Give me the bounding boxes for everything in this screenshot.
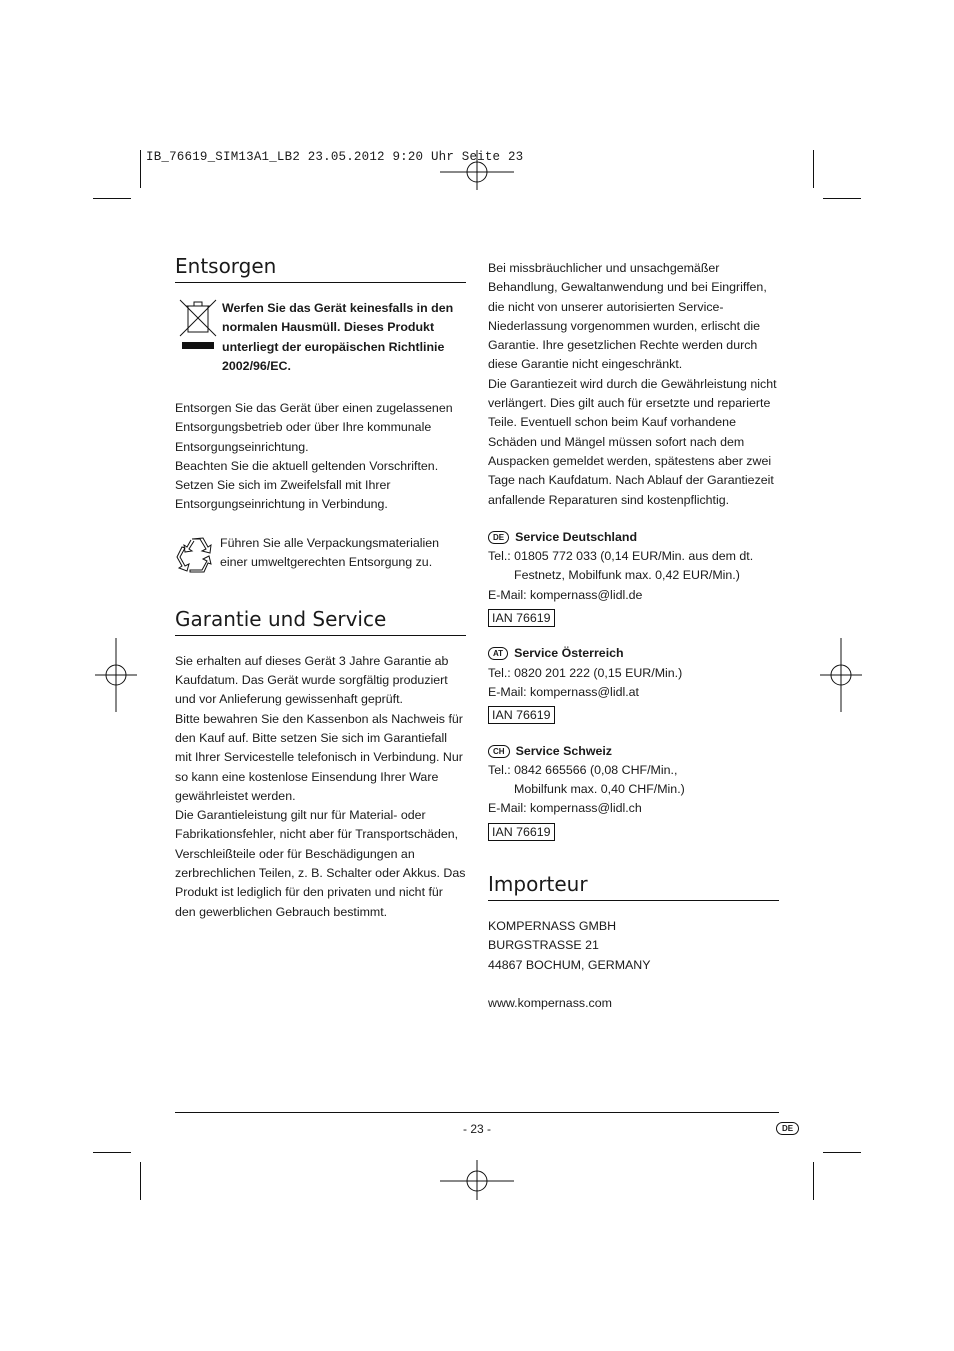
service-ch-tel: Tel.: 0842 665566 (0,08 CHF/Min., <box>488 762 678 777</box>
country-badge-at: AT <box>488 647 508 660</box>
service-ch-title: Service Schweiz <box>515 743 612 758</box>
footer-rule <box>175 1112 779 1113</box>
service-de-title: Service Deutschland <box>515 529 638 544</box>
importeur-line-2: BURGSTRASSE 21 <box>488 938 599 953</box>
service-ch <box>488 742 779 842</box>
entsorgen-para-1: Entsorgen Sie das Gerät über einen zugelassenen Entsorgungsbetrieb oder über Ihre kommunale Entsorgungseinrichtung. <box>175 401 453 454</box>
left-column <box>175 254 466 922</box>
service-ch-email: E-Mail: kompernass@lidl.ch <box>488 801 642 816</box>
importeur-line-3: 44867 BOCHUM, GERMANY <box>488 957 651 972</box>
garantie-para-5: Die Garantiezeit wird durch die Gewährleistung nicht verlängert. Dies gilt auch für ersetzte und reparierte Teile. Eventuell schon beim Kauf vorhandene Schäden und Mängel müssen sofort nach dem Auspacken gemeldet werden, spätestens aber zwei Tage nach Kaufdatum. Nach Ablauf der Garantiezeit anfallende Reparaturen sind kostenpflichtig. <box>488 376 777 507</box>
service-at-tel: Tel.: 0820 201 222 (0,15 EUR/Min.) <box>488 665 683 680</box>
service-at-title: Service Österreich <box>514 646 624 661</box>
garantie-para-4: Bei missbräuchlicher und unsachgemäßer Behandlung, Gewaltanwendung und bei Eingriffen, die nicht von unserer autorisierten Service-Niederlassung vorgenommen wurden, erlischt die Garantie. Ihre gesetzlichen Rechte werden durch diese Garantie nicht eingeschränkt. <box>488 261 767 372</box>
country-badge-ch: CH <box>488 745 510 758</box>
weee-notice <box>175 299 466 377</box>
right-column <box>488 259 779 1013</box>
importeur-line-1: KOMPERNASS GMBH <box>488 919 617 934</box>
garantie-heading: Garantie und Service <box>175 607 466 636</box>
country-badge-de: DE <box>488 531 509 544</box>
entsorgen-para-2: Beachten Sie die aktuell geltenden Vorschriften. Setzen Sie sich im Zweifelsfall mit Ihrer Entsorgungseinrichtung in Verbindung. <box>175 458 439 512</box>
garantie-para-2: Bitte bewahren Sie den Kassenbon als Nachweis für den Kauf auf. Bitte setzen Sie sich im Garantiefall mit Ihrer Servicestelle telefonisch in Verbindung. Nur so kann eine kostenlose Einsendung Ihrer Ware gewährleistet werden. <box>175 711 463 803</box>
service-ch-tel-2: Mobilfunk max. 0,40 CHF/Min.) <box>514 782 685 797</box>
service-at <box>488 644 779 725</box>
garantie-para-3: Die Garantieleistung gilt nur für Material- oder Fabrikationsfehler, nicht aber für Transportschäden, Verschleißteile oder für Beschädigungen an zerbrechlichen Teilen, z. B. Schalter oder Akkus. Das Produkt ist lediglich für den privaten und nicht für den gewerblichen Gebrauch bestimmt. <box>175 808 466 919</box>
service-at-email: E-Mail: kompernass@lidl.at <box>488 684 639 699</box>
footer-lang-badge: DE <box>776 1122 799 1135</box>
service-at-ian: IAN 76619 <box>488 706 555 724</box>
crossed-bin-icon <box>179 299 219 351</box>
garantie-para-1: Sie erhalten auf dieses Gerät 3 Jahre Garantie ab Kaufdatum. Das Gerät wurde sorgfältig produziert und vor Anlieferung gewissenhaft geprüft. <box>175 653 449 707</box>
recycle-notice <box>175 534 466 574</box>
service-de-tel-2: Festnetz, Mobilfunk max. 0,42 EUR/Min.) <box>514 568 740 583</box>
service-de-ian: IAN 76619 <box>488 609 555 627</box>
service-de <box>488 528 779 628</box>
page-number: - 23 - <box>462 1122 491 1136</box>
print-slug: IB_76619_SIM13A1_LB2 23.05.2012 9:20 Uhr Seite 23 <box>146 150 524 164</box>
entsorgen-heading: Entsorgen <box>175 254 466 283</box>
weee-text: Werfen Sie das Gerät keinesfalls in den normalen Hausmüll. Dieses Produkt unterliegt der europäischen Richtlinie 2002/96/EC. <box>222 301 454 373</box>
importeur-heading: Importeur <box>488 872 779 901</box>
service-ch-ian: IAN 76619 <box>488 823 555 841</box>
service-de-tel: Tel.: 01805 772 033 (0,14 EUR/Min. aus dem dt. <box>488 549 754 564</box>
service-de-email: E-Mail: kompernass@lidl.de <box>488 587 643 602</box>
recycle-text: Führen Sie alle Verpackungsmaterialien einer umweltgerechten Entsorgung zu. <box>220 535 440 570</box>
recycle-icon <box>176 535 216 575</box>
importeur-web: www.kompernass.com <box>488 995 612 1010</box>
